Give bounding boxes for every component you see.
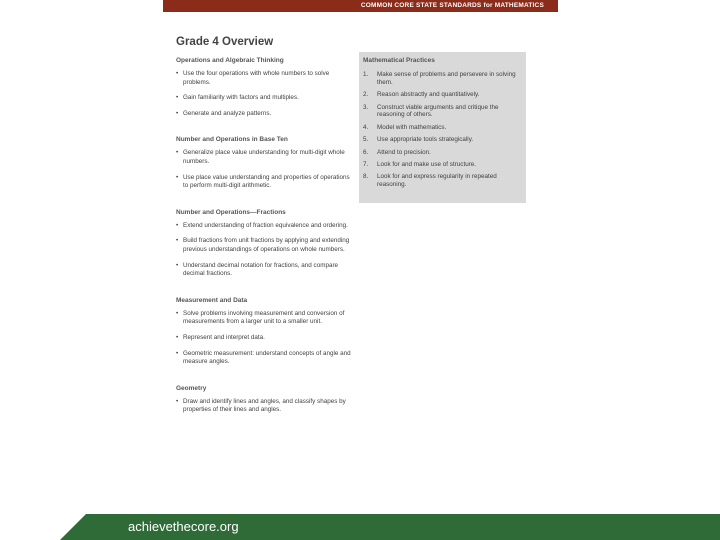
practice-number: 2. [363, 91, 369, 99]
list-item [176, 350, 356, 367]
list-item-text: Solve problems involving measurement and conversion of measurements from a larger unit to a smaller unit. [183, 309, 345, 326]
domain-geometry [176, 384, 356, 415]
footer-shape [0, 514, 720, 540]
footer-bar [0, 514, 720, 540]
practice-number: 1. [363, 71, 369, 78]
bullet-icon: • [176, 397, 179, 405]
domain-fractions [176, 208, 356, 279]
list-item [176, 310, 356, 327]
practice-item [363, 136, 521, 144]
bullet-icon: • [176, 309, 179, 317]
bullet-icon: • [176, 149, 179, 157]
practice-item [363, 149, 521, 157]
header-bar [163, 0, 558, 12]
bullet-icon: • [176, 261, 179, 269]
domain-title: Number and Operations in Base Ten [176, 136, 288, 144]
list-item [176, 110, 356, 119]
practice-text: Look for and express regularity in repeated reasoning. [377, 173, 497, 189]
domain-title: Number and Operations—Fractions [176, 208, 286, 216]
list-item-text: Use the four operations with whole numbers to solve problems. [183, 70, 330, 86]
practice-number: 3. [363, 103, 369, 111]
domain-number-operations-base-ten [176, 135, 356, 190]
domain-operations-algebraic-thinking [176, 56, 356, 118]
practice-item [363, 124, 521, 132]
practice-item [363, 104, 521, 120]
practice-text: Construct viable arguments and critique the reasoning of others. [377, 103, 499, 119]
list-item-text: Extend understanding of fraction equivalence and ordering. [183, 221, 348, 229]
practices-title: Mathematical Practices [363, 57, 435, 64]
list-item-text: Geometric measurement: understand concepts of angle and measure angles. [183, 349, 351, 366]
practice-text: Look for and make use of structure. [377, 160, 477, 168]
practice-number: 4. [363, 123, 369, 131]
list-item-text: Generalize place value understanding for multi-digit whole numbers. [183, 149, 345, 165]
practice-item [363, 91, 521, 99]
mathematical-practices-box [359, 52, 526, 203]
practice-item [363, 71, 521, 87]
list-item-text: Use place value understanding and properties of operations to perform multi-digit arithmetic. [183, 173, 350, 190]
list-item [176, 222, 356, 231]
list-item [176, 237, 356, 254]
list-item-text: Build fractions from unit fractions by applying and extending previous understandings of operations on whole numbers. [183, 237, 350, 253]
bullet-icon: • [176, 173, 179, 181]
practice-item [363, 173, 521, 189]
bullet-icon: • [176, 333, 179, 341]
list-item-text: Represent and interpret data. [183, 333, 265, 341]
list-item [176, 70, 356, 87]
header-title: COMMON CORE STATE STANDARDS for MATHEMATICS [360, 2, 544, 9]
domain-title: Measurement and Data [176, 296, 248, 304]
practice-text: Model with mathematics. [377, 123, 447, 131]
list-item-text: Understand decimal notation for fractions, and compare decimal fractions. [183, 261, 339, 278]
practice-text: Make sense of problems and persevere in solving them. [377, 71, 516, 86]
bullet-icon: • [176, 94, 179, 102]
footer-site-link[interactable]: achievethecore.org [128, 519, 239, 534]
bullet-icon: • [176, 70, 179, 77]
bullet-icon: • [176, 349, 179, 357]
practice-text: Attend to precision. [377, 148, 431, 156]
practice-item [363, 161, 521, 169]
list-item [176, 398, 356, 415]
practice-number: 5. [363, 136, 369, 144]
list-item [176, 334, 356, 343]
bullet-icon: • [176, 221, 179, 229]
page-title: Grade 4 Overview [176, 36, 274, 48]
practice-text: Reason abstractly and quantitatively. [377, 91, 480, 99]
practice-number: 7. [363, 160, 369, 168]
list-item-text: Draw and identify lines and angles, and classify shapes by properties of their lines and angles. [183, 397, 346, 414]
list-item-text: Generate and analyze patterns. [183, 109, 272, 117]
domains-list [176, 56, 356, 422]
list-item-text: Gain familiarity with factors and multiples. [183, 94, 299, 102]
domain-title: Operations and Algebraic Thinking [176, 57, 284, 64]
practice-text: Use appropriate tools strategically. [377, 136, 474, 144]
list-item [176, 262, 356, 279]
list-item [176, 149, 356, 166]
domain-measurement-data [176, 296, 356, 367]
bullet-icon: • [176, 109, 179, 117]
bullet-icon: • [176, 237, 179, 245]
list-item [176, 94, 356, 103]
practice-number: 8. [363, 173, 369, 181]
list-item [176, 174, 356, 191]
practice-number: 6. [363, 148, 369, 156]
domain-title: Geometry [176, 384, 207, 392]
